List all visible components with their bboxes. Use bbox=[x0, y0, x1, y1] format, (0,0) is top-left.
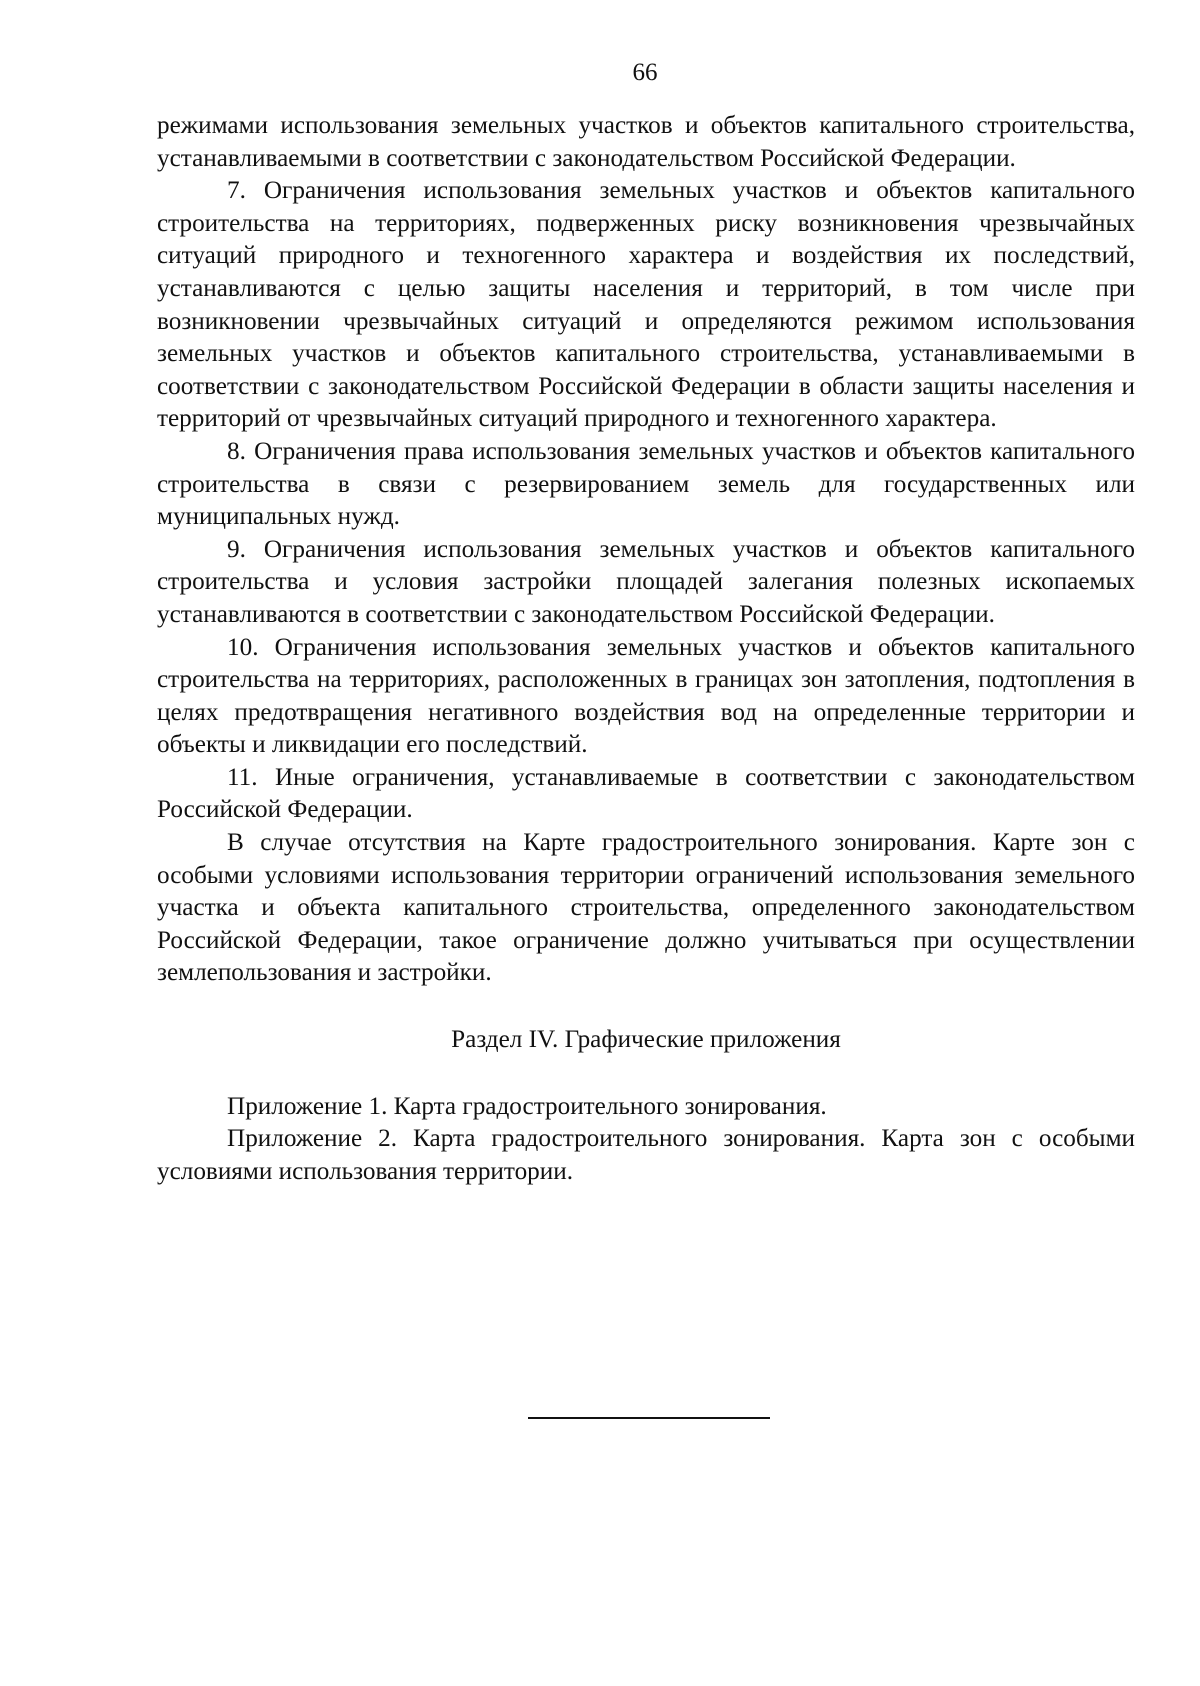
paragraph-continuation: режимами использования земельных участков и объектов капитального строительства, устанавливаемыми в соответствии с законодательством Российской Федерации. bbox=[157, 112, 1135, 172]
page-number: 66 bbox=[632, 59, 658, 86]
paragraph-item-9: 9. Ограничения использования земельных участков и объектов капитального строительства и условия застройки площадей залегания полезных ископаемых устанавливаются в соответствии с законодательством Российской Федерации. bbox=[157, 535, 1135, 628]
paragraph-item-8: 8. Ограничения права использования земельных участков и объектов капитального строительства в связи с резервированием земель для государственных или муниципальных нужд. bbox=[157, 437, 1135, 531]
closing-divider bbox=[528, 1417, 770, 1419]
paragraph-item-11: 11. Иные ограничения, устанавливаемые в соответствии с законодательством Российской Федерации. bbox=[157, 763, 1135, 824]
paragraph-item-10: 10. Ограничения использования земельных участков и объектов капитального строительства на территориях, расположенных в границах зон затопления, подтопления в целях предотвращения негативного воздействия вод на определенные территории и объекты и ликвидации его последствий. bbox=[157, 633, 1135, 759]
document-body bbox=[157, 110, 1135, 1188]
appendix-2: Приложение 2. Карта градостроительного зонирования. Карта зон с особыми условиями использования территории. bbox=[157, 1125, 1135, 1185]
paragraph-missing-restrictions: В случае отсутствия на Карте градостроительного зонирования. Карте зон с особыми условиями использования территории ограничений использования земельного участка и объекта капитального строительства, определенного законодательством Российской Федерации, такое ограничение должно учитываться при осуществлении землепользования и застройки. bbox=[157, 829, 1135, 987]
paragraph-item-7: 7. Ограничения использования земельных участков и объектов капитального строительства на территориях, подверженных риску возникновения чрезвычайных ситуаций природного и техногенного характера и воздействия их последствий, устанавливаются с целью защиты населения и территорий, в том числе при возникновении чрезвычайных ситуаций и определяются режимом использования земельных участков и объектов капитального строительства, устанавливаемыми в соответствии с законодательством Российской Федерации в области защиты населения и территорий от чрезвычайных ситуаций природного и техногенного характера. bbox=[157, 177, 1135, 433]
appendix-1: Приложение 1. Карта градостроительного зонирования. bbox=[227, 1092, 827, 1120]
section-title: Раздел IV. Графические приложения bbox=[451, 1026, 841, 1054]
